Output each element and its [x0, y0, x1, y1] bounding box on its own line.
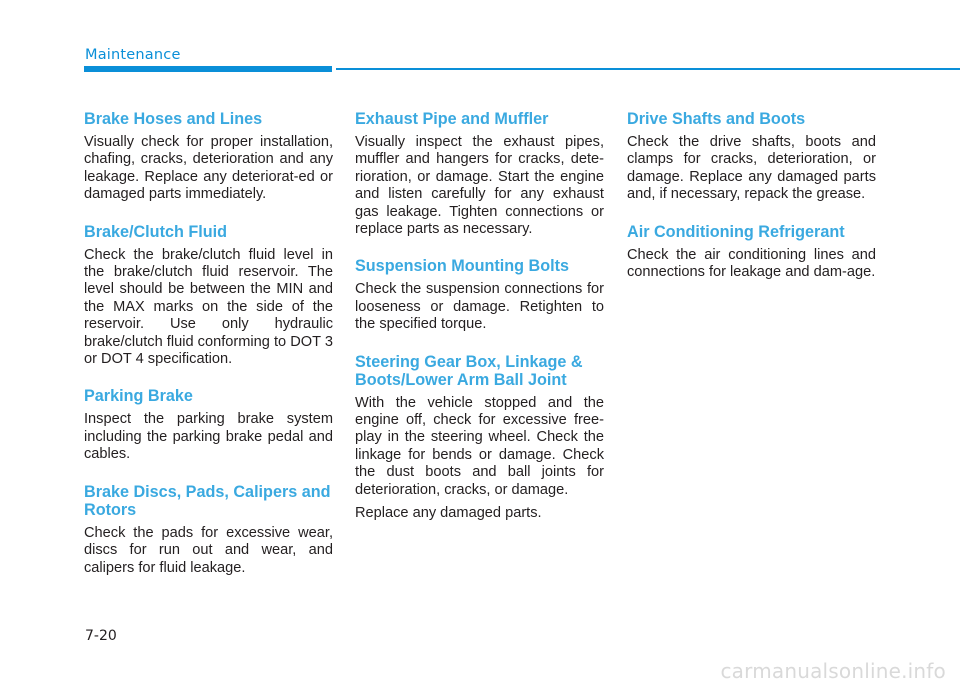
column-left [84, 110, 333, 596]
section-drive-shafts [627, 110, 876, 204]
section-title: Drive Shafts and Boots [627, 110, 806, 128]
section-body: Visually check for proper installation, chafing, cracks, deterioration and any leakage. Replace any deteriorat-ed or damaged parts immediately. [84, 134, 333, 203]
section-steering-gear [355, 353, 604, 523]
section-title: Air Conditioning Refrigerant [627, 222, 845, 241]
section-ac-refrigerant [627, 223, 876, 282]
section-body: Check the suspension connections for looseness or damage. Retighten to the specified torque. [355, 281, 604, 333]
section-body: Check the air conditioning lines and connections for leakage and dam-age. [627, 246, 876, 281]
section-body: Replace any damaged parts. [355, 505, 542, 522]
section-body: Check the pads for excessive wear, discs for run out and wear, and calipers for fluid leakage. [84, 524, 333, 576]
section-title: Brake/Clutch Fluid [84, 222, 228, 241]
section-brake-hoses [84, 110, 333, 204]
section-body: Check the brake/clutch fluid level in the brake/clutch fluid reservoir. The level should be between the MIN and the MAX marks on the side of the reservoir. Use only hydraulic brake/clutch fluid conforming to DOT 3 or DOT 4 specification. [84, 246, 333, 368]
section-title: Exhaust Pipe and Muffler [355, 110, 549, 128]
section-header-label: Maintenance [85, 47, 181, 63]
section-exhaust-pipe [355, 110, 604, 238]
section-body: Visually inspect the exhaust pipes, muffler and hangers for cracks, dete-rioration, or damage. Start the engine and listen carefully for any exhaust gas leakage. Tighten connections or replace parts as necessary. [355, 134, 604, 238]
section-title: Steering Gear Box, Linkage & Boots/Lower Arm Ball Joint [355, 352, 583, 389]
section-title: Suspension Mounting Bolts [355, 257, 570, 276]
section-title: Brake Discs, Pads, Calipers and Rotors [84, 482, 331, 519]
section-title: Brake Hoses and Lines [84, 110, 263, 128]
page-number: 7-20 [85, 628, 117, 644]
section-suspension-bolts [355, 257, 604, 333]
watermark: carmanualsonline.info [720, 659, 946, 683]
section-brake-discs [84, 483, 333, 577]
section-body: With the vehicle stopped and the engine off, check for excessive free-play in the steering wheel. Check the linkage for bends or damage. Check the dust boots and ball joints for deterioration, cracks, or damage. [355, 394, 604, 498]
section-body: Check the drive shafts, boots and clamps for cracks, deterioration, or damage. Replace any damaged parts and, if necessary, repack the grease. [627, 134, 876, 203]
section-brake-clutch-fluid [84, 223, 333, 369]
section-parking-brake [84, 387, 333, 463]
header-rule-thin [336, 68, 960, 70]
section-title: Parking Brake [84, 387, 193, 406]
section-body: Inspect the parking brake system including the parking brake pedal and cables. [84, 411, 333, 463]
column-right [627, 110, 876, 300]
header-rule-thick [84, 66, 332, 72]
column-middle [355, 110, 604, 542]
